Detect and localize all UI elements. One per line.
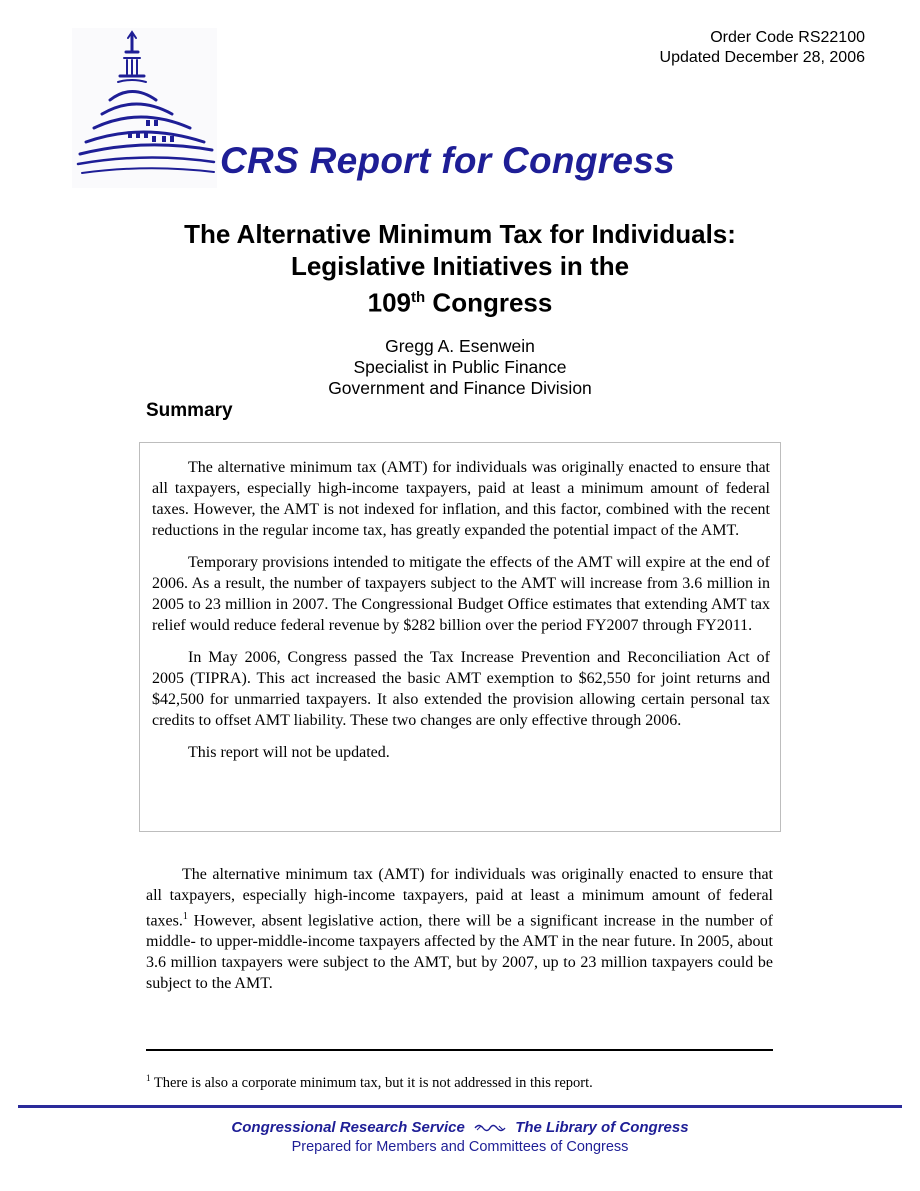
order-info: [660, 28, 865, 68]
congress-number: 109: [367, 287, 412, 318]
ornament-icon: [473, 1123, 507, 1133]
summary-paragraph: The alternative minimum tax (AMT) for individuals was originally enacted to ensure that all taxpayers, especially high-income taxpayers, paid at least a minimum amount of federal taxes. However, the AMT is not indexed for inflation, and this factor, combined with the recent reductions in the regular income tax, has greatly expanded the potential impact of the AMT.: [152, 459, 770, 539]
summary-box: [139, 442, 781, 832]
summary-paragraph: This report will not be updated.: [188, 744, 390, 761]
title-line-2: Legislative Initiatives in the: [290, 251, 630, 281]
summary-paragraph: In May 2006, Congress passed the Tax Increase Prevention and Reconciliation Act of 2005 (TIPRA). This act increased the basic AMT exemption to $62,550 for joint returns and $42,500 for unmarried taxpayers. It also extended the provision allowing certain personal tax credits to offset AMT liability. These two changes are only effective through 2006.: [152, 649, 770, 729]
crs-report-title: CRS Report for Congress: [220, 140, 676, 181]
capitol-dome-icon: [72, 28, 217, 188]
footer-prepared: Prepared for Members and Committees of Congress: [291, 1139, 629, 1155]
footnote-text: There is also a corporate minimum tax, but it is not addressed in this report.: [150, 1074, 593, 1091]
author-division: Government and Finance Division: [328, 378, 592, 398]
footer-crs-name: Congressional Research Service: [231, 1119, 465, 1136]
body-text: [146, 864, 773, 994]
footnote-marker: 1: [146, 1073, 151, 1083]
footer-credit: [0, 1119, 920, 1136]
document-title: [0, 218, 920, 319]
summary-text: [152, 457, 770, 774]
title-line-1: The Alternative Minimum Tax for Individuals:: [184, 219, 736, 249]
author-title: Specialist in Public Finance: [353, 357, 567, 377]
footer-library: The Library of Congress: [515, 1119, 689, 1136]
order-code: Order Code RS22100: [710, 29, 865, 46]
body-paragraph-part-b: However, absent legislative action, there will be a significant increase in the number of middle- to upper-middle-income taxpayers affected by the AMT in the near future. In 2005, about 3.6 million taxpayers were subject to the AMT, but by 2007, up to 23 million taxpayers could be subject to the AMT.: [146, 912, 773, 993]
footnote-divider: [146, 1049, 773, 1051]
author-name: Gregg A. Esenwein: [385, 336, 535, 356]
body-paragraph: [146, 864, 773, 994]
title-line-3: [0, 282, 920, 319]
crs-logo: [72, 28, 676, 193]
summary-heading: Summary: [146, 400, 233, 421]
summary-paragraph: Temporary provisions intended to mitigate the effects of the AMT will expire at the end of 2006. As a result, the number of taxpayers subject to the AMT will increase from 3.6 million in 2005 to 23 million in 2007. The Congressional Budget Office estimates that extending AMT tax relief would reduce federal revenue by $282 billion over the period FY2007 through FY2011.: [152, 554, 770, 634]
footnote: [146, 1069, 773, 1092]
congress-word: Congress: [425, 287, 553, 318]
body-paragraph-part-a: The alternative minimum tax (AMT) for individuals was originally enacted to ensure that all taxpayers, especially high-income taxpayers, paid at least a minimum amount of federal taxes.: [146, 866, 773, 930]
footnote-reference[interactable]: 1: [182, 911, 188, 922]
updated-date: Updated December 28, 2006: [659, 49, 865, 66]
author-block: [0, 336, 920, 399]
congress-ordinal: th: [411, 289, 426, 306]
footer-divider: [18, 1105, 902, 1108]
